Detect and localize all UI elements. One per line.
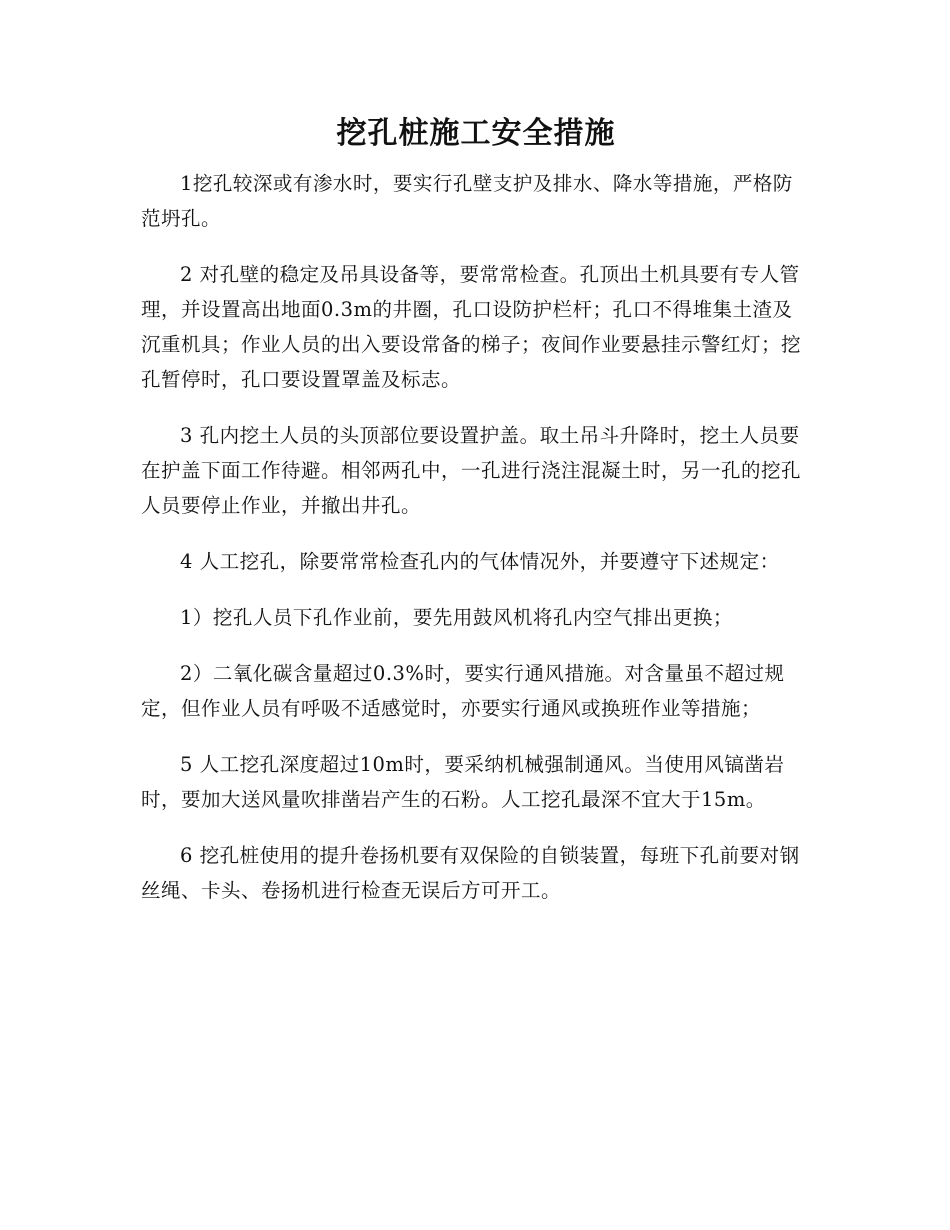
paragraph-4-item-1: 1）挖孔人员下孔作业前，要先用鼓风机将孔内空气排出更换； bbox=[180, 606, 733, 629]
paragraph-4-item-2: 2）二氧化碳含量超过0.3%时，要实行通风措施。对含量虽不超过规定，但作业人员有呼吸不适感觉时，亦要实行通风或换班作业等措施； bbox=[141, 662, 785, 720]
paragraph-3: 3 孔内挖土人员的头顶部位要设置护盖。取土吊斗升降时，挖土人员要在护盖下面工作待避。相邻两孔中，一孔进行浇注混凝土时，另一孔的挖孔人员要停止作业，并撤出井孔。 bbox=[141, 424, 802, 517]
paragraph-1: 1挖孔较深或有渗水时，要实行孔壁支护及排水、降水等措施，严格防范坍孔。 bbox=[141, 172, 793, 230]
paragraph-5: 5 人工挖孔深度超过10m时，要采纳机械强制通风。当使用风镐凿岩时，要加大送风量吹排凿岩产生的石粉。人工挖孔最深不宜大于15m。 bbox=[141, 753, 785, 811]
paragraph-4: 4 人工挖孔，除要常常检查孔内的气体情况外，并要遵守下述规定： bbox=[180, 550, 780, 573]
document-title: 挖孔桩施工安全措施 bbox=[336, 116, 616, 151]
paragraph-2: 2 对孔壁的稳定及吊具设备等，要常常检查。孔顶出土机具要有专人管理，并设置高出地面0.3m的井圈，孔口设防护栏杆；孔口不得堆集土渣及沉重机具；作业人员的出入要设常备的梯子；夜间作业要悬挂示警红灯；挖孔暂停时，孔口要设置罩盖及标志。 bbox=[141, 263, 802, 391]
paragraph-6: 6 挖孔桩使用的提升卷扬机要有双保险的自锁装置，每班下孔前要对钢丝绳、卡头、卷扬机进行检查无误后方可开工。 bbox=[141, 844, 800, 902]
document-body bbox=[141, 166, 811, 929]
